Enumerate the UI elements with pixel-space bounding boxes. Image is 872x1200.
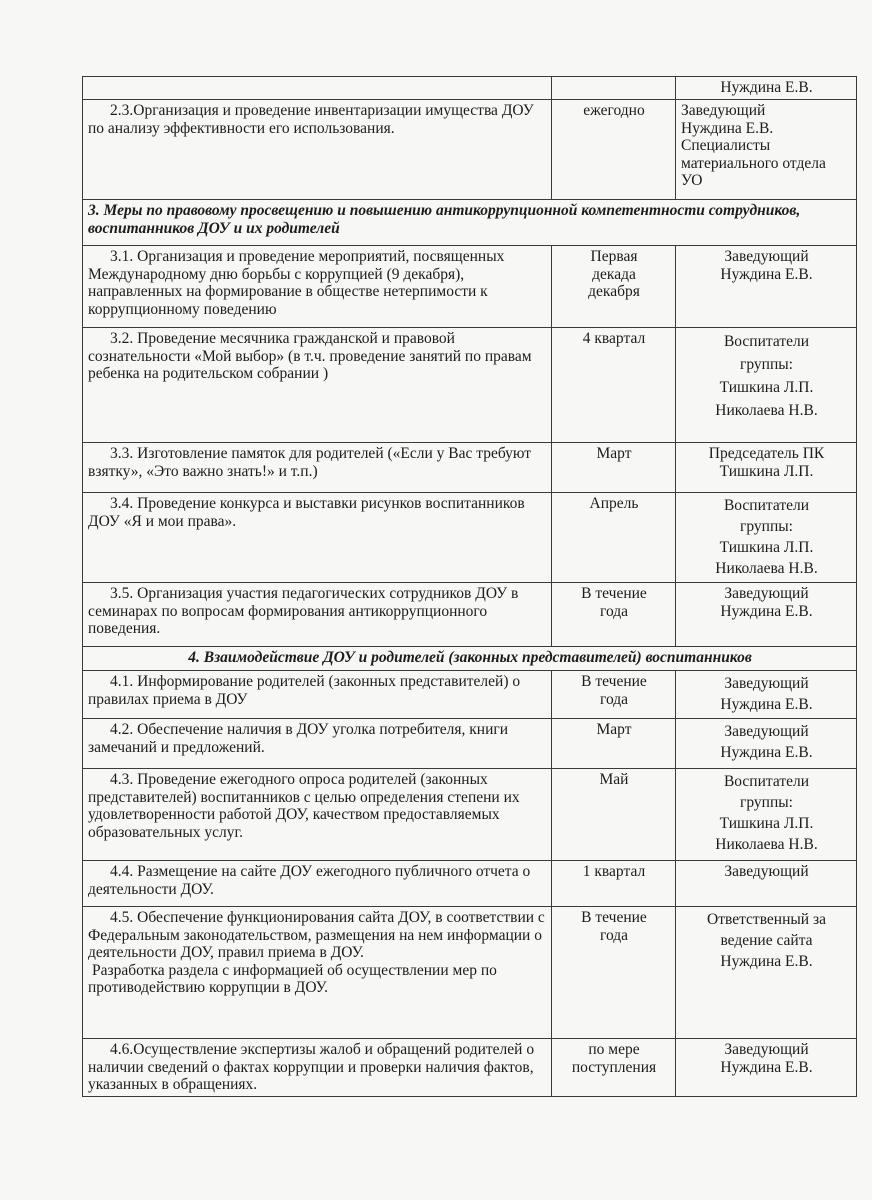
responsible-line: Воспитатели bbox=[723, 497, 810, 514]
responsible-cell bbox=[676, 328, 857, 443]
responsible-line: Ответственный за bbox=[707, 911, 826, 928]
activity-cell bbox=[83, 443, 552, 493]
activity-text: 4.6.Осуществление экспертизы жалоб и обращений родителей о наличии сведений о фактах коррупции и проверки наличия фактов, указанных в обращениях. bbox=[88, 1041, 535, 1093]
responsible-cell bbox=[676, 443, 857, 493]
responsible-line: Заведующий bbox=[724, 723, 809, 740]
term-line: года bbox=[599, 926, 629, 944]
responsible-line: Нуждина Е.В. bbox=[681, 119, 774, 137]
term-line: декабря bbox=[588, 283, 640, 300]
responsible-cell bbox=[676, 77, 857, 100]
term-cell bbox=[552, 861, 676, 907]
term-cell bbox=[552, 583, 676, 647]
table-row bbox=[83, 583, 857, 647]
responsible-line: Тишкина Л.П. bbox=[719, 462, 814, 480]
responsible-line: Нуждина Е.В. bbox=[720, 744, 813, 761]
activity-cell bbox=[83, 1039, 552, 1097]
responsible-line: Заведующий bbox=[724, 863, 809, 880]
table-row bbox=[83, 1039, 857, 1097]
term-line: по мере bbox=[588, 1041, 640, 1058]
responsible-line: Заведующий bbox=[724, 675, 809, 692]
table-row bbox=[83, 907, 857, 1039]
responsible-line: материального отдела bbox=[681, 154, 826, 172]
term-line: года bbox=[599, 602, 629, 620]
activity-text-extra: Разработка раздела с информацией об осуществлении мер по противодействию коррупции в ДОУ. bbox=[88, 961, 497, 996]
activity-cell bbox=[83, 671, 552, 719]
term-line: декада bbox=[592, 265, 636, 283]
term-cell bbox=[552, 246, 676, 328]
term-cell bbox=[552, 493, 676, 583]
term-line: Март bbox=[596, 721, 632, 738]
responsible-line: УО bbox=[681, 172, 703, 189]
section-heading: 4. Взаимодействие ДОУ и родителей (законных представителей) воспитанников bbox=[83, 647, 857, 671]
term-cell bbox=[552, 77, 676, 100]
responsible-line: Специалисты bbox=[681, 137, 771, 154]
term-cell bbox=[552, 328, 676, 443]
term-cell bbox=[552, 671, 676, 719]
activity-cell bbox=[83, 246, 552, 328]
activity-cell bbox=[83, 719, 552, 769]
term-line: В течение bbox=[581, 909, 647, 926]
table-row bbox=[83, 443, 857, 493]
term-line: ежегодно bbox=[583, 102, 645, 119]
responsible-line: Николаева Н.В. bbox=[715, 560, 818, 577]
section-row bbox=[83, 200, 857, 246]
responsible-line: Нуждина Е.В. bbox=[720, 953, 813, 970]
activity-cell bbox=[83, 907, 552, 1039]
term-cell bbox=[552, 443, 676, 493]
activity-cell bbox=[83, 328, 552, 443]
activity-text: 3.5. Организация участия педагогических сотрудников ДОУ в семинарах по вопросам формирования антикоррупционного поведения. bbox=[88, 585, 519, 637]
term-line: года bbox=[599, 690, 629, 708]
activity-text: 4.2. Обеспечение наличия в ДОУ уголка потребителя, книги замечаний и предложений. bbox=[88, 721, 509, 756]
activity-cell bbox=[83, 861, 552, 907]
responsible-line: Председатель ПК bbox=[708, 445, 825, 462]
responsible-cell bbox=[676, 1039, 857, 1097]
term-line: Май bbox=[599, 771, 629, 788]
table-row bbox=[83, 77, 857, 100]
activity-text: 3.4. Проведение конкурса и выставки рисунков воспитанников ДОУ «Я и мои права». bbox=[88, 495, 525, 530]
activity-cell bbox=[83, 493, 552, 583]
table-row bbox=[83, 671, 857, 719]
activity-text: 4.4. Размещение на сайте ДОУ ежегодного публичного отчета о деятельности ДОУ. bbox=[88, 863, 531, 898]
responsible-line: Николаева Н.В. bbox=[715, 836, 818, 853]
term-line: В течение bbox=[581, 673, 647, 690]
responsible-cell bbox=[676, 671, 857, 719]
responsible-cell bbox=[676, 769, 857, 861]
responsible-line: Тишкина Л.П. bbox=[719, 539, 814, 556]
term-line: Март bbox=[596, 445, 632, 462]
term-line: поступления bbox=[571, 1058, 657, 1076]
activity-text: 4.1. Информирование родителей (законных представителей) о правилах приема в ДОУ bbox=[88, 673, 521, 708]
responsible-line: Нуждина Е.В. bbox=[720, 79, 813, 96]
responsible-cell bbox=[676, 719, 857, 769]
activity-text: 2.3.Организация и проведение инвентаризации имущества ДОУ по анализу эффективности его использования. bbox=[88, 102, 534, 137]
responsible-line: Николаева Н.В. bbox=[715, 402, 818, 419]
responsible-line: группы: bbox=[740, 794, 793, 811]
responsible-line: Нуждина Е.В. bbox=[720, 602, 813, 620]
responsible-cell bbox=[676, 583, 857, 647]
responsible-cell bbox=[676, 861, 857, 907]
responsible-line: группы: bbox=[740, 518, 793, 535]
table-row bbox=[83, 246, 857, 328]
responsible-line: группы: bbox=[740, 356, 793, 373]
table-row bbox=[83, 861, 857, 907]
term-line: В течение bbox=[581, 585, 647, 602]
responsible-line: Нуждина Е.В. bbox=[720, 265, 813, 283]
activity-cell bbox=[83, 100, 552, 200]
activity-text: 4.3. Проведение ежегодного опроса родителей (законных представителей) воспитанников с целью определения степени их удовлетворенности работой ДОУ, качеством предоставляемых образовательных услуг. bbox=[88, 771, 520, 841]
activity-text: 3.3. Изготовление памяток для родителей («Если у Вас требуют взятку», «Это важно знать!» и т.п.) bbox=[88, 445, 532, 480]
term-line: Первая bbox=[590, 248, 638, 265]
activity-text: 3.2. Проведение месячника гражданской и правовой сознательности «Мой выбор» (в т.ч. проведение занятий по правам ребенка на родительском собрании ) bbox=[88, 330, 532, 382]
activity-text: 3.1. Организация и проведение мероприятий, посвященных Международному дню борьбы с коррупцией (9 декабря), направленных на формирование в обществе нетерпимости к коррупционному поведению bbox=[88, 248, 505, 318]
table-row bbox=[83, 100, 857, 200]
anticorruption-plan-table bbox=[82, 76, 857, 1097]
responsible-line: Заведующий bbox=[724, 248, 809, 265]
table-row bbox=[83, 328, 857, 443]
term-cell bbox=[552, 100, 676, 200]
responsible-line: Заведующий bbox=[681, 102, 766, 119]
responsible-line: Нуждина Е.В. bbox=[720, 1058, 813, 1076]
responsible-line: Заведующий bbox=[724, 585, 809, 602]
table-row bbox=[83, 493, 857, 583]
responsible-cell bbox=[676, 246, 857, 328]
responsible-line: Тишкина Л.П. bbox=[719, 379, 814, 396]
responsible-cell bbox=[676, 493, 857, 583]
activity-cell bbox=[83, 583, 552, 647]
activity-cell bbox=[83, 77, 552, 100]
section-row bbox=[83, 647, 857, 671]
responsible-line: Тишкина Л.П. bbox=[719, 815, 814, 832]
table-row bbox=[83, 719, 857, 769]
responsible-line: Воспитатели bbox=[723, 773, 810, 790]
term-line: 1 квартал bbox=[582, 863, 646, 880]
activity-text: 4.5. Обеспечение функционирования сайта ДОУ, в соответствии с Федеральным законодательством, размещения на нем информации о деятельности ДОУ, правил приема в ДОУ. bbox=[88, 909, 545, 961]
responsible-cell bbox=[676, 100, 857, 200]
term-line: Апрель bbox=[589, 495, 639, 512]
responsible-line: Заведующий bbox=[724, 1041, 809, 1058]
section-heading: 3. Меры по правовому просвещению и повышению антикоррупционной компетентности сотрудников, воспитанников ДОУ и их родителей bbox=[83, 200, 857, 246]
responsible-line: Воспитатели bbox=[723, 333, 810, 350]
responsible-line: Нуждина Е.В. bbox=[720, 696, 813, 713]
term-cell bbox=[552, 907, 676, 1039]
term-cell bbox=[552, 769, 676, 861]
term-cell bbox=[552, 719, 676, 769]
activity-cell bbox=[83, 769, 552, 861]
responsible-cell bbox=[676, 907, 857, 1039]
term-cell bbox=[552, 1039, 676, 1097]
term-line: 4 квартал bbox=[582, 330, 646, 347]
table-row bbox=[83, 769, 857, 861]
responsible-line: ведение сайта bbox=[720, 932, 813, 949]
